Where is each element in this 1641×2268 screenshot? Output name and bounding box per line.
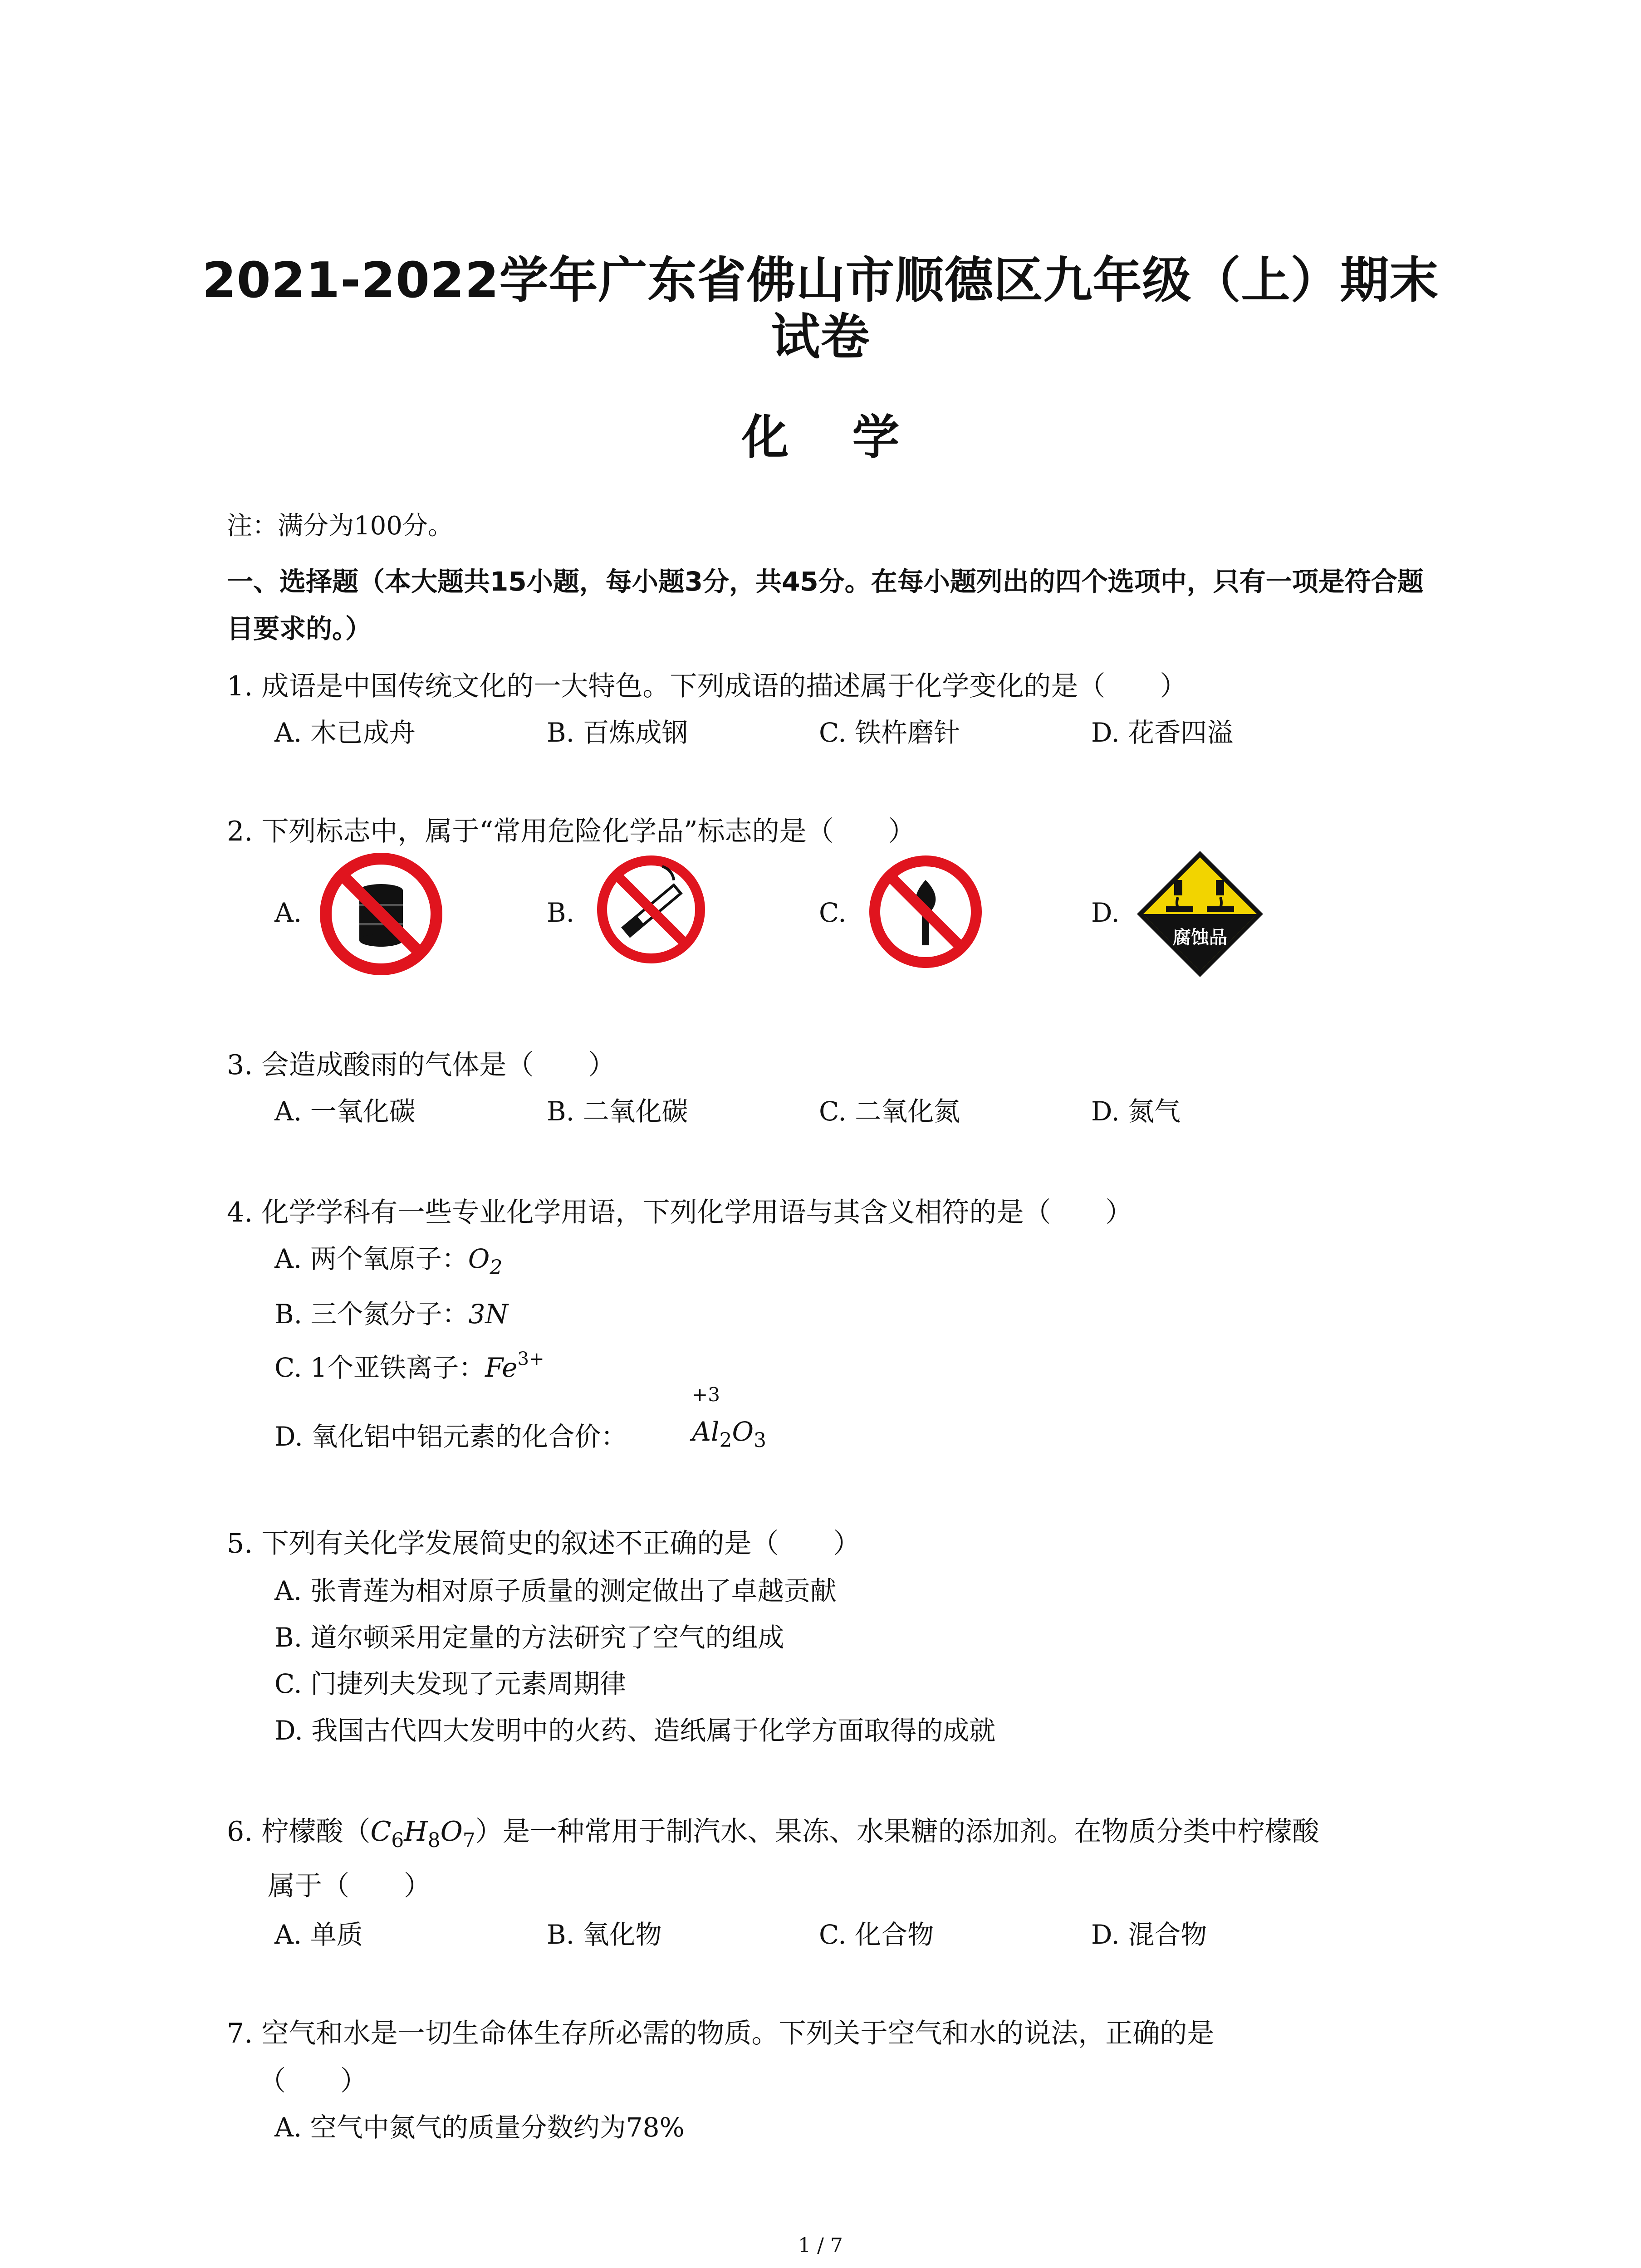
corrosive-label: 腐蚀品	[1173, 927, 1227, 948]
question-4-option-a-subscript: 2	[490, 1256, 503, 1279]
question-2-stem: 2. 下列标志中，属于“常用危险化学品”标志的是（ ）	[227, 816, 916, 847]
page-title-line1: 2021-2022学年广东省佛山市顺德区九年级（上）期末	[202, 252, 1439, 309]
question-3-stem: 3. 会造成酸雨的气体是（ ）	[227, 1049, 616, 1081]
question-2-label-b: B.	[547, 897, 575, 928]
subject-heading: 化学	[741, 410, 963, 465]
question-6-formula-h: H	[404, 1816, 428, 1848]
question-6-stem	[227, 1810, 1319, 1852]
question-5-option-a: A. 张青莲为相对原子质量的测定做出了卓越贡献	[274, 1575, 837, 1606]
question-4-option-d-al: Al	[692, 1416, 720, 1447]
question-4-option-d-sub2: 3	[754, 1429, 766, 1452]
question-3-option-a: A. 一氧化碳	[274, 1096, 416, 1127]
question-6-option-b: B. 氧化物	[547, 1919, 662, 1950]
question-5-option-d: D. 我国古代四大发明中的火药、造纸属于化学方面取得的成就	[274, 1715, 996, 1746]
question-4-option-d	[274, 1415, 627, 1453]
question-4-stem: 4. 化学学科有一些专业化学用语，下列化学用语与其含义相符的是（ ）	[227, 1197, 1133, 1228]
no-open-flame-sign-icon	[867, 853, 985, 971]
question-3-option-c: C. 二氧化氮	[819, 1096, 960, 1127]
question-6-option-d: D. 混合物	[1091, 1919, 1207, 1950]
question-6-stem-pre: 6. 柠檬酸（	[227, 1816, 371, 1848]
question-5-stem: 5. 下列有关化学发展简史的叙述不正确的是（ ）	[227, 1528, 861, 1559]
question-4-option-c-text: C. 1个亚铁离子：	[274, 1352, 485, 1383]
page-title-line2: 试卷	[771, 309, 870, 366]
page-number: 1 / 7	[798, 2234, 843, 2257]
question-2-label-c: C.	[819, 897, 847, 928]
question-4-option-d-sub1: 2	[719, 1429, 732, 1452]
question-4-option-a	[274, 1237, 502, 1279]
question-6-formula-h-sub: 8	[427, 1829, 441, 1852]
question-6-stem-line2: 属于（ ）	[268, 1870, 431, 1902]
no-smoking-sign-icon	[594, 853, 708, 966]
question-7-stem-line2: （ ）	[259, 2065, 367, 2097]
question-4-option-a-formula: O	[468, 1243, 490, 1274]
section-heading: 一、选择题（本大题共15小题，每小题3分，共45分。在每小题列出的四个选项中，只有一项是符合题目要求的。）	[227, 566, 1424, 644]
question-6-formula-o-sub: 7	[462, 1829, 475, 1852]
question-4-option-a-text: A. 两个氧原子：	[274, 1243, 468, 1274]
question-4-option-d-formula	[692, 1416, 766, 1452]
question-6-formula-c-sub: 6	[391, 1829, 404, 1852]
question-6-formula-o: O	[440, 1816, 463, 1848]
question-3-option-d: D. 氮气	[1091, 1096, 1181, 1127]
question-4-option-c-formula: Fe	[485, 1352, 518, 1383]
question-1-stem: 1. 成语是中国传统文化的一大特色。下列成语的描述属于化学变化的是（ ）	[227, 670, 1187, 702]
question-2-label-a: A.	[274, 897, 302, 928]
corrosive-hazard-sign-icon	[1134, 848, 1266, 980]
question-4-option-c-superscript: 3+	[517, 1349, 544, 1369]
question-2-label-d: D.	[1091, 897, 1120, 928]
question-7-option-a: A. 空气中氮气的质量分数约为78%	[274, 2112, 685, 2143]
no-oil-drum-sign-icon	[318, 850, 445, 978]
question-3-option-b: B. 二氧化碳	[547, 1096, 688, 1127]
question-1-option-a: A. 木已成舟	[274, 717, 416, 748]
question-6-stem-post: ）是一种常用于制汽水、果冻、水果糖的添加剂。在物质分类中柠檬酸	[475, 1816, 1319, 1848]
question-5-option-c: C. 门捷列夫发现了元素周期律	[274, 1668, 627, 1699]
question-1-option-d: D. 花香四溢	[1091, 717, 1234, 748]
question-6-option-c: C. 化合物	[819, 1919, 934, 1950]
question-1-option-c: C. 铁杵磨针	[819, 717, 960, 748]
question-5-option-b: B. 道尔顿采用定量的方法研究了空气的组成	[274, 1622, 784, 1653]
question-4-option-b	[274, 1293, 508, 1331]
question-1-option-b: B. 百炼成钢	[547, 717, 688, 748]
question-4-option-b-text: B. 三个氮分子：	[274, 1299, 469, 1330]
question-7-stem-line1: 7. 空气和水是一切生命体生存所必需的物质。下列关于空气和水的说法，正确的是	[227, 2018, 1215, 2049]
question-4-option-c	[274, 1346, 544, 1384]
question-6-option-a: A. 单质	[274, 1919, 363, 1950]
score-note: 注：满分为100分。	[227, 511, 453, 541]
question-4-option-d-o: O	[732, 1416, 754, 1447]
question-4-option-b-formula: 3N	[468, 1299, 509, 1330]
question-4-option-d-text: D. 氧化铝中铝元素的化合价：	[274, 1421, 627, 1452]
question-6-formula-c: C	[370, 1816, 392, 1848]
question-4-option-d-valence: +3	[692, 1383, 720, 1406]
